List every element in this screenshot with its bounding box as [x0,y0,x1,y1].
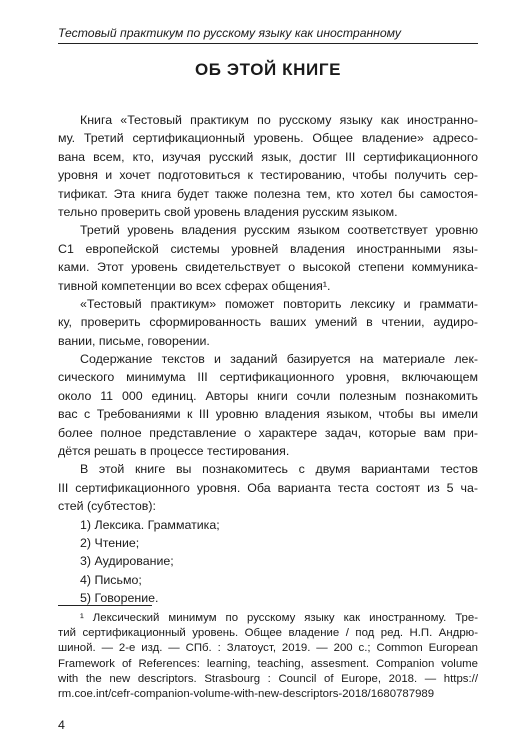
body-line: 5) Говорение. [80,591,159,606]
body-line: III сертификационного уровня. Оба варианта теста состоят из 5 ча- [58,480,478,495]
body-line: вании, письме, говорении. [58,333,210,348]
body-line: уровня и хочет подготовиться к тестированию, чтобы получить сер- [58,168,478,183]
body-line: Содержание текстов и заданий базируется на материале лек- [80,352,478,367]
body-line: му. Третий сертификационный уровень. Общее владение» адресо- [58,131,478,146]
footnote-rule [58,605,152,606]
body-line: более полное представление о характере задач, которые вам при- [58,425,478,440]
body-line: тификат. Эта книга будет также полезна тем, кто хотел бы самостоя- [58,186,478,201]
body-line: тивной компетенции во всех сферах общения¹. [58,278,331,293]
body-line: 3) Аудирование; [80,554,174,569]
body-line: ку, проверить сформированность ваших умений в чтении, аудиро- [58,315,478,330]
page-title: ОБ ЭТОЙ КНИГЕ [194,60,342,79]
body-line: 2) Чтение; [80,535,140,550]
body-line: вас с Требованиями к III уровню владения языком, чтобы вы имели [58,407,478,422]
body-text [58,111,478,608]
footnote-line: Framework of References: learning, teaching, assesment. Companion volume [58,657,478,670]
body-line: тельно проверить свой уровень владения русским языком. [58,204,398,219]
body-line: вана всем, кто, изучая русский язык, достиг III сертификационного [58,149,478,164]
footnote-line: with the new descriptors. Strasbourg : Council of Europe, 2018. — https:// [58,672,478,685]
header-rule [58,43,478,44]
page-number: 4 [58,718,65,732]
body-line: Третий уровень владения русским языком соответствует уровню [80,223,478,238]
body-line: «Тестовый практикум» поможет повторить лексику и граммати- [80,296,478,311]
body-line: 4) Письмо; [80,572,142,587]
body-line: Книга «Тестовый практикум по русскому языку как иностранно- [80,113,478,127]
body-line: дётся решать в процессе тестирования. [58,444,290,459]
body-line: стей (субтестов): [58,499,156,514]
body-line: ками. Этот уровень свидетельствует о высокой степени коммуника- [58,260,478,275]
footnote-line: шиной. — 2-е изд. — СПб. : Златоуст, 2019. — 200 с.; Common European [58,642,478,655]
footnote-line: тий сертификационный уровень. Общее владение / под ред. Н.П. Андрю- [58,627,478,640]
body-line: сического минимума III сертификационного уровня, включающем [58,370,478,385]
footnote-line: ¹ Лексический минимум по русскому языку как иностранному. Тре- [80,612,478,624]
footnote-line: rm.coe.int/cefr-companion-volume-with-new-descriptors-2018/1680787989 [58,687,435,700]
body-line: С1 европейской системы уровней владения иностранными язы- [58,241,478,256]
body-line: В этой книге вы познакомитесь с двумя вариантами тестов [80,462,478,477]
body-line: 1) Лексика. Грамматика; [80,517,220,532]
footnote [58,611,478,702]
running-head: Тестовый практикум по русскому языку как иностранному [58,26,401,40]
body-line: около 11 000 единиц. Авторы книги сочли полезным познакомить [58,388,478,403]
